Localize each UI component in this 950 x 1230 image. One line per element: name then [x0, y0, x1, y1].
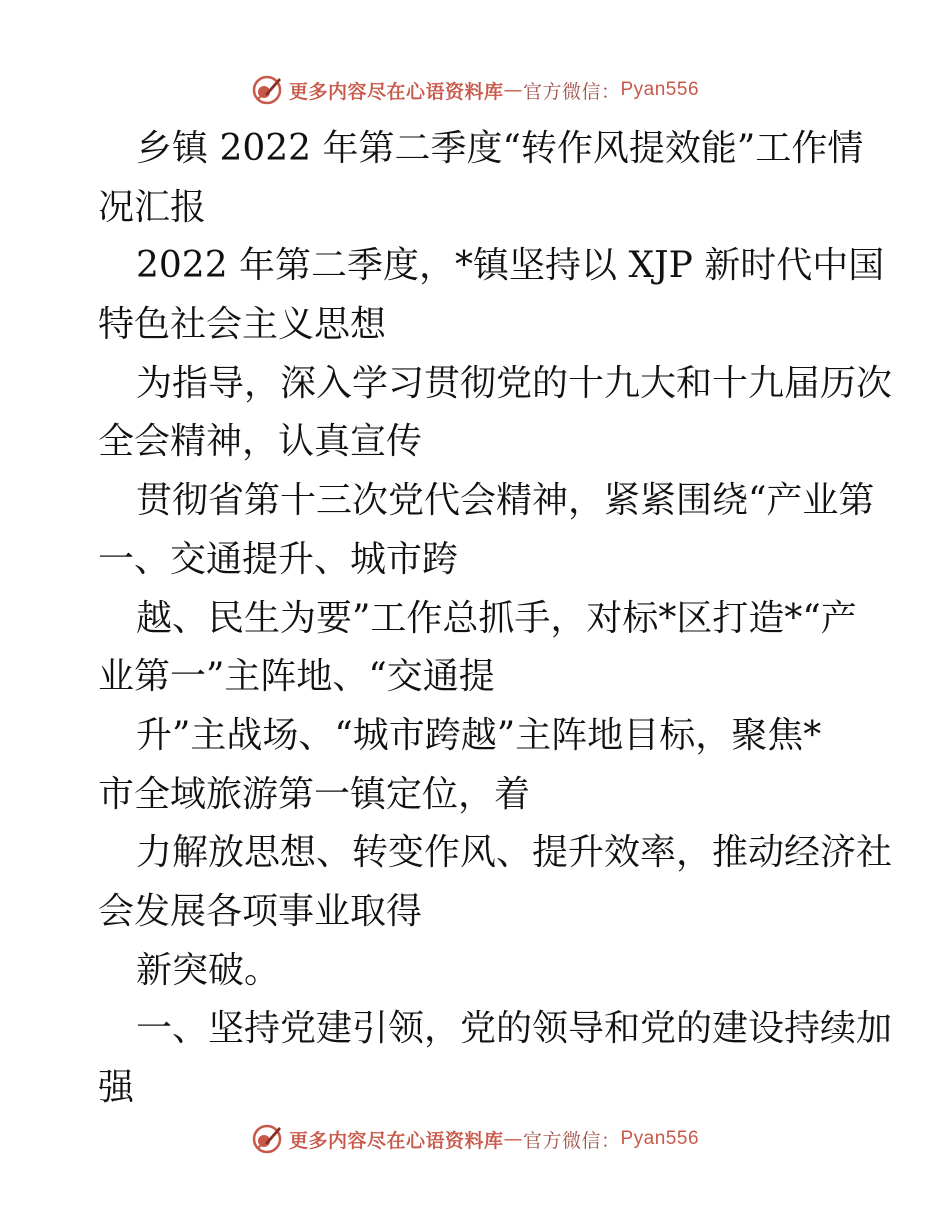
document-line: 乡镇 2022 年第二季度“转作风提效能”工作情: [136, 128, 864, 169]
document-line: 力解放思想、转变作风、提升效率，推动经济社: [136, 832, 893, 874]
watermark-separator: —: [503, 79, 523, 101]
document-body: [98, 120, 893, 1118]
watermark-id: Pyan556: [620, 79, 700, 100]
watermark-main-text: 更多内容尽在心语资料库: [288, 80, 504, 103]
document-line: 况汇报: [98, 186, 207, 228]
document-line: 特色社会主义思想: [98, 304, 387, 346]
document-line: 贯彻省第十三次党代会精神，紧紧围绕“产业第: [136, 480, 875, 522]
watermark-banner-top: [0, 72, 950, 108]
pen-logo-icon: [251, 74, 283, 106]
document-line: 为指导，深入学习贯彻党的十九大和十九届历次: [136, 362, 893, 404]
document-line: 业第一”主阵地、“交通提: [98, 656, 495, 698]
watermark-sub-text: 官方微信：: [522, 1129, 621, 1152]
document-line: 2022 年第二季度，*镇坚持以 XJP 新时代中国: [136, 245, 885, 287]
watermark-banner-bottom: [0, 1121, 950, 1157]
document-line: 一、交通提升、城市跨: [98, 538, 459, 580]
document-line: 会发展各项事业取得: [98, 890, 423, 932]
document-line: 一、坚持党建引领，党的领导和党的建设持续加: [136, 1008, 893, 1050]
document-line: 市全域旅游第一镇定位，着: [98, 773, 531, 815]
watermark-id: Pyan556: [620, 1128, 700, 1149]
document-line: 新突破。: [136, 949, 281, 991]
document-line: 全会精神，认真宣传: [98, 421, 423, 463]
document-line: 越、民生为要”工作总抓手，对标*区打造*“产: [136, 597, 857, 639]
watermark-separator: —: [503, 1128, 523, 1150]
watermark-sub-text: 官方微信：: [522, 80, 621, 103]
pen-logo-icon: [251, 1123, 283, 1155]
watermark-main-text: 更多内容尽在心语资料库: [288, 1129, 504, 1152]
document-line: 强: [98, 1067, 135, 1108]
document-line: 升”主战场、“城市跨越”主阵地目标，聚焦*: [136, 714, 822, 756]
